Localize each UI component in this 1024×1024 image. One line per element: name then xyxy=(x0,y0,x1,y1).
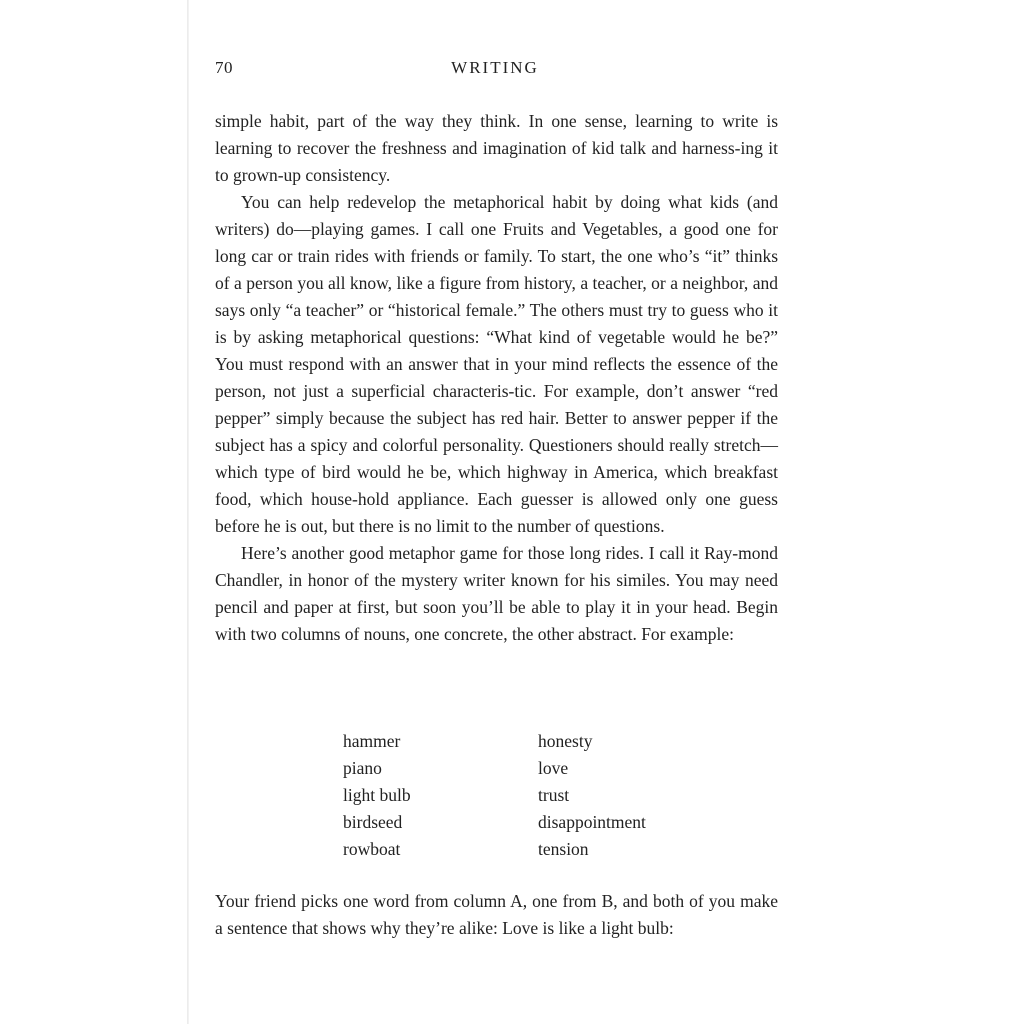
column-b-word: disappointment xyxy=(538,812,646,832)
running-head xyxy=(215,58,775,82)
column-a-word: hammer xyxy=(343,731,401,751)
body-text xyxy=(215,108,778,648)
column-b-word: honesty xyxy=(538,731,593,751)
column-b-word: trust xyxy=(538,785,570,805)
paragraph-closing: Your friend picks one word from column A, one from B, and both of you make a sentence that shows why they’re alike: Love is like a light bulb: xyxy=(215,891,778,938)
column-a-word: light bulb xyxy=(343,785,411,805)
body-text-tail xyxy=(215,888,778,942)
column-a-word: piano xyxy=(343,758,382,778)
column-a-word: rowboat xyxy=(343,839,401,859)
chapter-title: WRITING xyxy=(451,58,539,77)
paragraph-continuation: simple habit, part of the way they think. In one sense, learning to write is learning to recover the freshness and imagination of kid talk and harness-ing it to grown-up consistency. xyxy=(215,111,778,185)
column-b-word: tension xyxy=(538,839,589,859)
column-a-concrete xyxy=(343,728,411,863)
column-b-abstract xyxy=(538,728,646,863)
paragraph-raymond-chandler: Here’s another good metaphor game for those long rides. I call it Ray-mond Chandler, in honor of the mystery writer known for his similes. You may need pencil and paper at first, but soon you’ll be able to play it in your head. Begin with two columns of nouns, one concrete, the other abstract. For example: xyxy=(215,543,778,644)
column-b-word: love xyxy=(538,758,569,778)
paragraph-fruits-and-vegetables: You can help redevelop the metaphorical habit by doing what kids (and writers) do—playing games. I call one Fruits and Vegetables, a good one for long car or train rides with friends or family. To start, the one who’s “it” thinks of a person you all know, like a figure from history, a teacher, or a neighbor, and says only “a teacher” or “historical female.” The others must try to guess who it is by asking metaphorical questions: “What kind of vegetable would he be?” You must respond with an answer that in your mind reflects the essence of the person, not just a superficial characteris-tic. For example, don’t answer “red pepper” simply because the subject has red hair. Better to answer pepper if the subject has a spicy and colorful personality. Questioners should really stretch—which type of bird would he be, which highway in America, which breakfast food, which house-hold appliance. Each guesser is allowed only one guess before he is out, but there is no limit to the number of questions. xyxy=(215,192,778,536)
column-a-word: birdseed xyxy=(343,812,403,832)
page-number: 70 xyxy=(215,58,233,77)
